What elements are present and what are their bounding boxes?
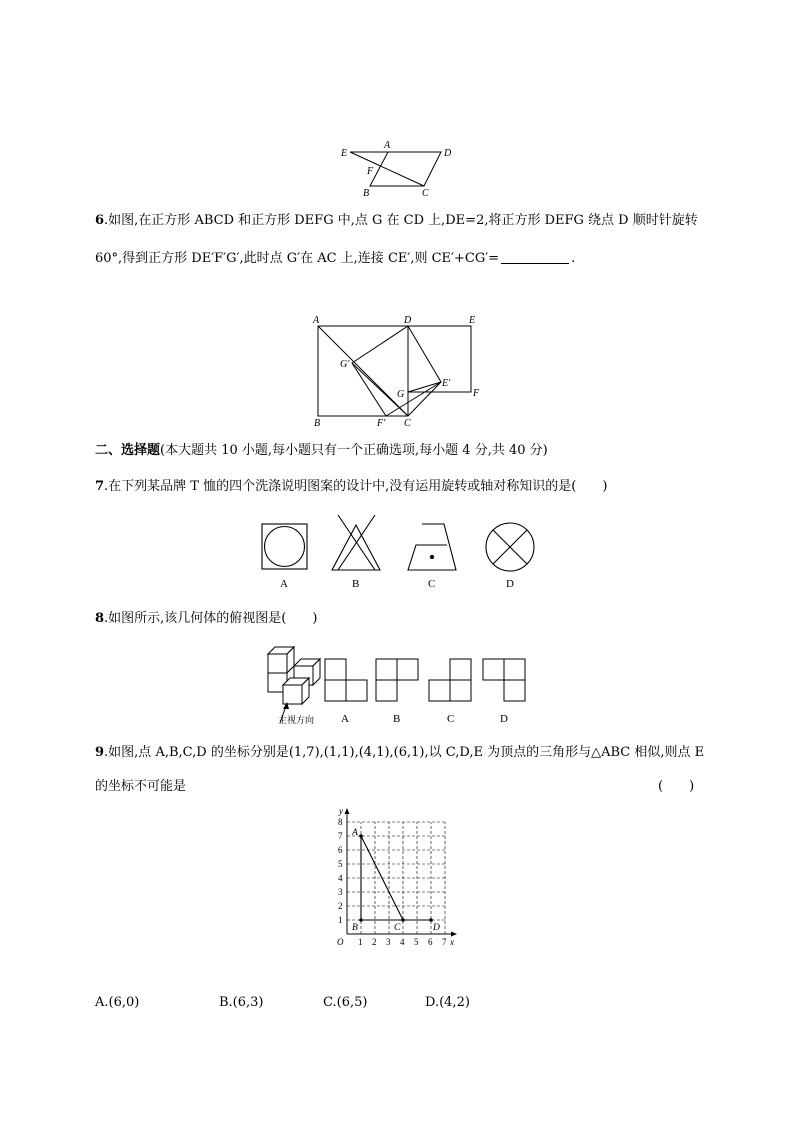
question-7: [95, 478, 607, 496]
question-9-number: 9: [95, 745, 105, 760]
square-de-f-g: [352, 326, 441, 416]
label-d: D: [404, 315, 412, 326]
label-e: E: [469, 315, 476, 326]
question-6-text-end: .: [571, 251, 576, 266]
answer-blank[interactable]: [501, 249, 569, 264]
label-c: C: [404, 418, 411, 429]
question-6-line-1: [95, 212, 698, 230]
question-9-text-1: .如图,点 A,B,C,D 的坐标分别是(1,7),(1,1),(4,1),(6,1),以 C,D,E 为顶点的三角形与△ABC 相似,则点 E: [104, 745, 705, 760]
point-b: [359, 918, 363, 922]
label-g-prime: G′: [340, 359, 350, 370]
label-b: B: [314, 418, 321, 429]
question-9-line-2: [95, 778, 186, 796]
point-label-d: D: [433, 923, 440, 933]
option-label-c: C: [447, 713, 455, 725]
label-f: F: [367, 166, 374, 177]
y-tick-label: 1: [338, 915, 343, 925]
x-axis-label: x: [450, 937, 454, 947]
x-tick-label: 7: [442, 937, 447, 947]
figure-parallelogram: [335, 138, 465, 200]
y-axis-arrow-icon: [345, 808, 350, 814]
question-6-text-2: 60°,得到正方形 DE′F′G′,此时点 G′在 AC 上,连接 CE′,则 CE′+CG′=: [95, 251, 500, 266]
section-2-heading: [95, 442, 548, 460]
point-label-c: C: [394, 923, 401, 933]
origin-label: O: [337, 937, 344, 947]
point-d: [429, 918, 433, 922]
label-b: B: [363, 188, 370, 199]
arrow-label: 主视方向: [278, 715, 315, 725]
label-f-prime: F′: [377, 418, 386, 429]
x-tick-label: 2: [372, 937, 377, 947]
question-9-answer-paren[interactable]: ( ): [658, 779, 695, 794]
figure-rotated-squares: [308, 312, 493, 430]
question-8-number: 8: [95, 611, 105, 626]
label-d: D: [444, 148, 452, 159]
point-a: [359, 834, 363, 838]
section-2-note: (本大题共 10 小题,每小题只有一个正确选项,每小题 4 分,共 40 分): [160, 443, 548, 458]
x-tick-label: 6: [428, 937, 433, 947]
parallelogram-abcd: [370, 152, 441, 186]
figure-washing-symbols: [250, 512, 560, 592]
x-tick-label: 5: [414, 937, 419, 947]
cube-solid: [268, 647, 320, 704]
y-tick-label: 2: [338, 901, 343, 911]
section-2-title: 二、选择题: [95, 443, 161, 458]
question-7-number: 7: [95, 479, 105, 494]
question-9-line-1: [95, 744, 704, 762]
question-7-text: .在下列某品牌 T 恤的四个洗涤说明图案的设计中,没有运用旋转或轴对称知识的是( ): [104, 479, 608, 494]
question-6-number: 6: [95, 213, 105, 228]
option-label-d: D: [506, 578, 514, 590]
question-9-option-c[interactable]: C.(6,5): [323, 995, 368, 1010]
option-label-a: A: [341, 713, 349, 725]
x-tick-label: 1: [358, 937, 363, 947]
y-tick-label: 6: [338, 845, 343, 855]
y-axis-label: y: [339, 806, 343, 816]
label-g: G: [397, 389, 405, 400]
x-tick-label: 3: [386, 937, 391, 947]
x-axis-arrow-icon: [451, 932, 457, 937]
label-a: A: [313, 315, 320, 326]
option-label-a: A: [280, 578, 288, 590]
y-tick-label: 7: [338, 831, 343, 841]
question-9-text-2: 的坐标不可能是: [95, 779, 187, 794]
label-e: E: [341, 148, 348, 159]
question-6-line-2: [95, 249, 575, 268]
point-label-a: A: [352, 828, 358, 838]
symbol-d[interactable]: [486, 523, 534, 571]
figure-coordinate-grid: [330, 800, 460, 950]
question-6-text-1: .如图,在正方形 ABCD 和正方形 DEFG 中,点 G 在 CD 上,DE=2,将正方形 DEFG 绕点 D 顺时针旋转: [104, 213, 698, 228]
y-tick-label: 8: [338, 817, 343, 827]
label-c: C: [422, 188, 429, 199]
question-9-option-a[interactable]: A.(6,0): [95, 995, 140, 1010]
symbol-c[interactable]: [408, 524, 456, 570]
label-f: F: [473, 388, 480, 399]
symbol-b[interactable]: [332, 515, 380, 570]
question-9-option-d[interactable]: D.(4,2): [425, 995, 470, 1010]
point-label-b: B: [352, 923, 358, 933]
point-c: [401, 918, 405, 922]
question-9-option-b[interactable]: B.(6,3): [219, 995, 264, 1010]
option-label-b: B: [393, 713, 401, 725]
top-view-option-d[interactable]: [483, 659, 525, 701]
question-8-text: .如图所示,该几何体的俯视图是( ): [104, 611, 318, 626]
y-tick-label: 5: [338, 859, 343, 869]
option-label-c: C: [428, 578, 436, 590]
top-view-option-a[interactable]: [325, 659, 367, 701]
label-e-prime: E′: [442, 378, 451, 389]
top-view-option-c[interactable]: [429, 659, 471, 701]
symbol-a[interactable]: [262, 524, 307, 569]
x-tick-label: 4: [400, 937, 405, 947]
y-tick-label: 4: [338, 873, 343, 883]
option-label-d: D: [500, 713, 508, 725]
figure-top-view-options: [262, 643, 534, 728]
label-a: A: [384, 140, 391, 151]
diagonal-ac: [318, 326, 408, 416]
top-view-option-b[interactable]: [376, 659, 418, 701]
segment-ec: [350, 152, 424, 186]
option-label-b: B: [352, 578, 360, 590]
question-8: [95, 610, 317, 628]
y-tick-label: 3: [338, 887, 343, 897]
